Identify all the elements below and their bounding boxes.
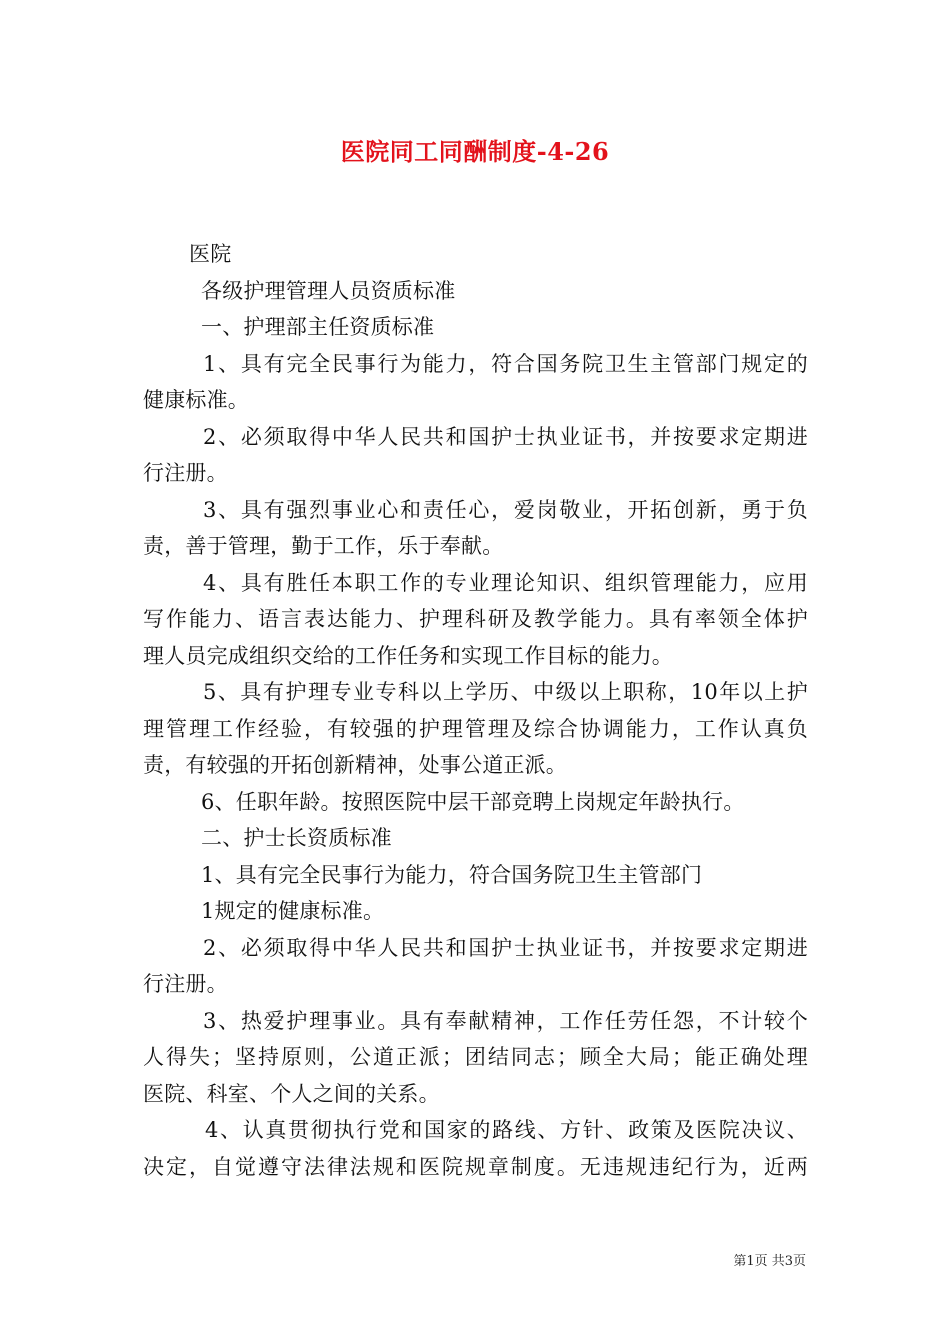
paragraph-line: 1、具有完全民事行为能力，符合国务院卫生主管部门 [201,862,703,887]
paragraph-line: 5、具有护理专业专科以上学历、中级以上职称，10年以上护 [203,680,808,704]
paragraph-line: 4、认真贯彻执行党和国家的路线、方针、政策及医院决议、 [205,1118,808,1142]
paragraph-line: 决定，自觉遵守法律法规和医院规章制度。无违规违纪行为，近两 [143,1154,808,1179]
paragraph-line: 行注册。 [143,972,228,996]
paragraph-line: 6、任职年龄。按照医院中层干部竞聘上岗规定年龄执行。 [201,789,745,814]
page-number: 第1页 共3页 [733,1254,806,1269]
document-body [143,236,808,1185]
paragraph-line: 各级护理管理人员资质标准 [201,278,456,303]
paragraph-line: 3、热爱护理事业。具有奉献精神，工作任劳任怨，不计较个 [203,1008,808,1033]
paragraph-line: 理管理工作经验，有较强的护理管理及综合协调能力，工作认真负 [143,716,808,741]
paragraph-line: 2、必须取得中华人民共和国护士执业证书，并按要求定期进 [203,935,808,960]
section-heading: 一、护理部主任资质标准 [201,315,435,339]
paragraph-line: 2、必须取得中华人民共和国护士执业证书，并按要求定期进 [203,424,808,449]
paragraph-line: 人得失；坚持原则，公道正派；团结同志；顾全大局；能正确处理 [143,1045,808,1069]
paragraph-line: 医院 [189,242,232,266]
section-heading: 二、护士长资质标准 [201,826,392,850]
paragraph-line: 3、具有强烈事业心和责任心，爱岗敬业，开拓创新，勇于负 [203,497,808,522]
paragraph-line: 责，有较强的开拓创新精神，处事公道正派。 [143,753,567,777]
paragraph-line: 写作能力、语言表达能力、护理科研及教学能力。具有率领全体护 [143,607,808,631]
paragraph-line: 4、具有胜任本职工作的专业理论知识、组织管理能力，应用 [203,570,808,595]
document-title: 医院同工同酬制度-4-26 [340,137,610,166]
paragraph-line: 行注册。 [143,461,228,485]
paragraph-line: 健康标准。 [143,388,249,412]
paragraph-line: 1规定的健康标准。 [201,899,385,923]
paragraph-line: 责，善于管理，勤于工作，乐于奉献。 [143,534,504,558]
paragraph-line: 医院、科室、个人之间的关系。 [143,1081,440,1106]
paragraph-line: 1、具有完全民事行为能力，符合国务院卫生主管部门规定的 [203,351,808,376]
paragraph-line: 理人员完成组织交给的工作任务和实现工作目标的能力。 [143,643,673,668]
